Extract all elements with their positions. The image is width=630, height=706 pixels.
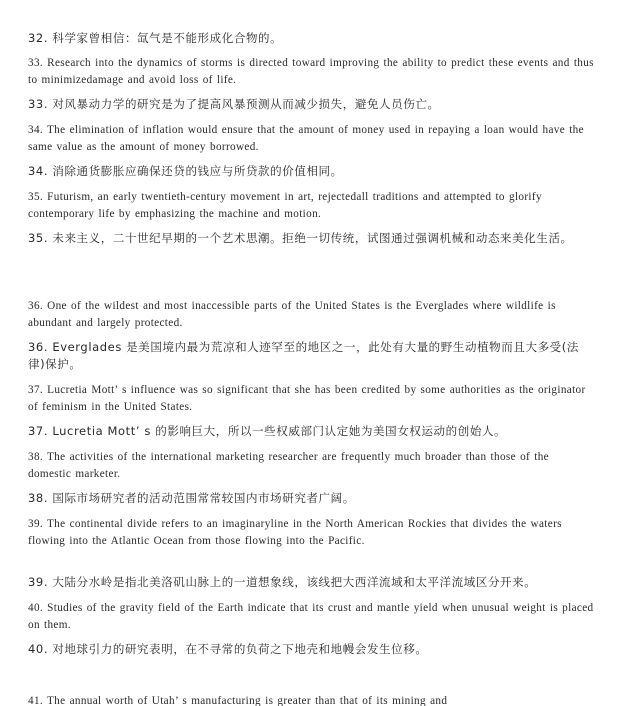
sentence-32-chinese: 32. 科学家曾相信：氙气是不能形成化合物的。 — [28, 31, 283, 45]
sentence-33-english: 33. Research into the dynamics of storms is directed toward improving the ability to predict these events and thus to minimizedamage and avoid loss of life. — [28, 57, 594, 86]
sentence-37-english: 37. Lucretia Mott’ s influence was so significant that she has been credited by some authorities as the originator of feminism in the United States. — [28, 384, 586, 413]
sentence-33-chinese: 33. 对风暴动力学的研究是为了提高风暴预测从而减少损失，避免人员伤亡。 — [28, 97, 440, 111]
sentence-39-chinese: 39. 大陆分水岭是指北美洛矶山脉上的一道想象线，该线把大西洋流域和太平洋流域区分开来。 — [28, 575, 537, 589]
sentence-40-chinese: 40. 对地球引力的研究表明，在不寻常的负荷之下地壳和地幔会发生位移。 — [28, 642, 428, 656]
sentence-38-chinese: 38. 国际市场研究者的活动范围常常较国内市场研究者广阔。 — [28, 491, 355, 505]
sentence-35-chinese: 35. 未来主义，二十世纪早期的一个艺术思潮。拒绝一切传统，试图通过强调机械和动态来美化生活。 — [28, 231, 573, 245]
sentence-35-english: 35. Futurism, an early twentieth-century movement in art, rejectedall traditions and attempted to glorify contemporary life by emphasizing the machine and motion. — [28, 191, 542, 220]
sentence-34-chinese: 34. 消除通货膨胀应确保还贷的钱应与所贷款的价值相同。 — [28, 164, 343, 178]
sentence-39-english: 39. The continental divide refers to an imaginaryline in the North American Rockies that divides the waters flowing into the Atlantic Ocean from those flowing into the Pacific. — [28, 518, 562, 547]
sentence-38-english: 38. The activities of the international marketing researcher are frequently much broader than those of the domestic marketer. — [28, 451, 549, 480]
sentence-36-english: 36. One of the wildest and most inaccessible parts of the United States is the Everglades where wildlife is abundant and largely protected. — [28, 300, 556, 329]
sentence-40-english: 40. Studies of the gravity field of the Earth indicate that its crust and mantle yield when unusual weight is placed on them. — [28, 602, 594, 631]
sentence-34-english: 34. The elimination of inflation would ensure that the amount of money used in repaying a loan would have the same value as the amount of money borrowed. — [28, 124, 584, 153]
sentence-37-chinese: 37. Lucretia Mott’ s 的影响巨大，所以一些权威部门认定她为美国女权运动的创始人。 — [28, 424, 507, 438]
sentence-36-chinese: 36. Everglades 是美国境内最为荒凉和人迹罕至的地区之一，此处有大量的野生动植物而且大多受(法律)保护。 — [28, 340, 579, 371]
sentence-41-english: 41. The annual worth of Utah’ s manufacturing is greater than that of its mining and — [28, 695, 448, 706]
